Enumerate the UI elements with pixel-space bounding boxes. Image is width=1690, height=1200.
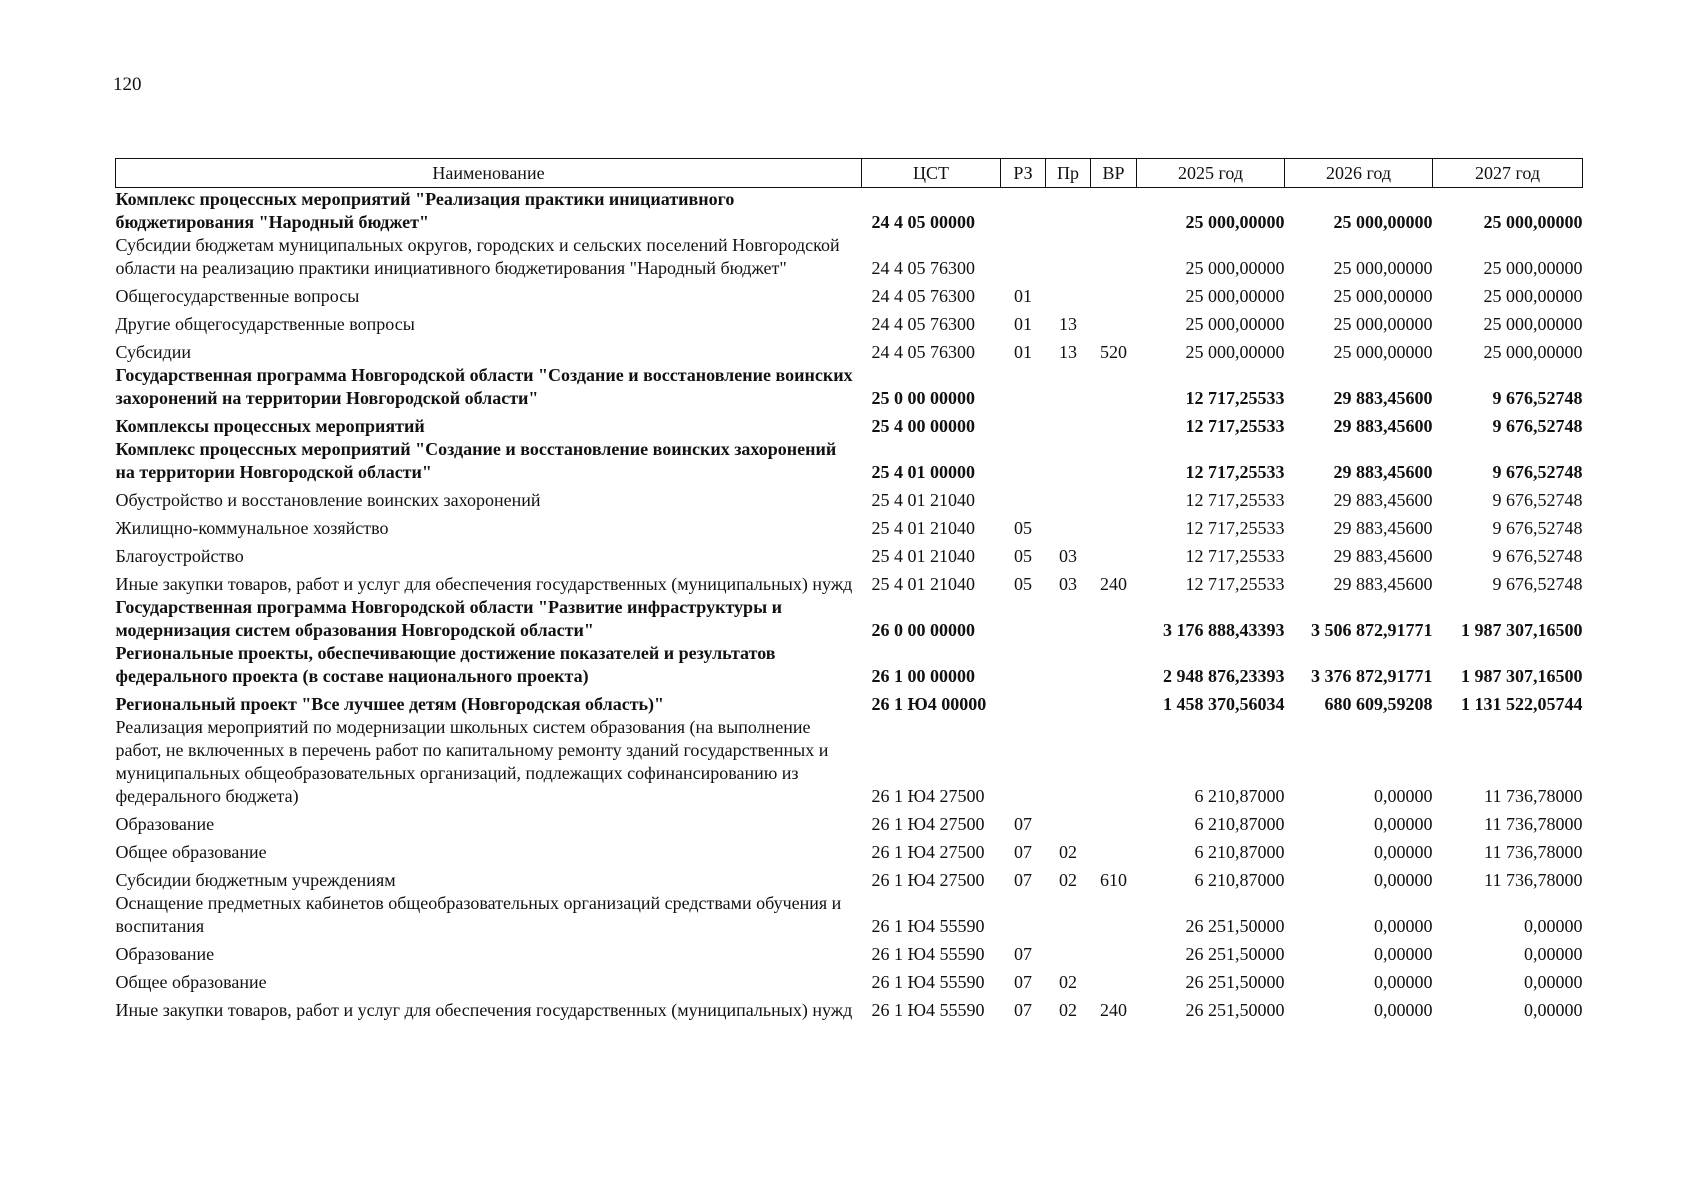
row-cst-cell: 26 0 00 00000 bbox=[871, 620, 975, 640]
row-pr-cell bbox=[1046, 716, 1091, 808]
row-2025-cell: 26 251,50000 bbox=[1185, 972, 1285, 992]
row-name-cell: Оснащение предметных кабинетов общеобразовательных организаций средствами обучения и воспитания bbox=[115, 893, 842, 936]
row-2027-cell: 0,00000 bbox=[1524, 916, 1583, 936]
row-rz-cell: 07 bbox=[1014, 870, 1032, 890]
row-2025-cell: 3 176 888,43393 bbox=[1163, 620, 1285, 640]
row-2026-cell: 29 883,45600 bbox=[1333, 490, 1433, 510]
row-pr-cell: 13 bbox=[1059, 314, 1077, 334]
row-2026-cell: 0,00000 bbox=[1374, 870, 1433, 890]
row-pr-cell: 02 bbox=[1059, 842, 1077, 862]
row-2027-cell: 25 000,00000 bbox=[1483, 286, 1583, 306]
row-vr-cell: 240 bbox=[1100, 1000, 1127, 1020]
row-vr-cell bbox=[1091, 596, 1137, 642]
header-2027: 2027 год bbox=[1433, 159, 1583, 188]
row-pr-cell bbox=[1046, 596, 1091, 642]
row-2027-cell: 9 676,52748 bbox=[1492, 518, 1583, 538]
row-2025-cell: 25 000,00000 bbox=[1185, 286, 1285, 306]
row-vr-cell bbox=[1091, 938, 1137, 966]
row-rz-cell bbox=[1001, 688, 1046, 716]
row-2026-cell: 0,00000 bbox=[1374, 1000, 1433, 1020]
row-cst-cell: 25 4 00 00000 bbox=[871, 416, 975, 436]
row-2026-cell: 25 000,00000 bbox=[1333, 258, 1433, 278]
row-2025-cell: 6 210,87000 bbox=[1194, 842, 1285, 862]
table-row bbox=[116, 966, 1583, 994]
row-2027-cell: 0,00000 bbox=[1524, 944, 1583, 964]
row-rz-cell: 07 bbox=[1014, 972, 1032, 992]
row-pr-cell: 13 bbox=[1059, 342, 1077, 362]
row-name-cell: Обустройство и восстановление воинских захоронений bbox=[115, 490, 541, 510]
row-pr-cell bbox=[1046, 512, 1091, 540]
row-2025-cell: 12 717,25533 bbox=[1185, 462, 1285, 482]
row-name-cell: Благоустройство bbox=[115, 546, 244, 566]
row-vr-cell bbox=[1091, 642, 1137, 688]
row-cst-cell: 26 1 00 00000 bbox=[871, 666, 975, 686]
row-2026-cell: 680 609,59208 bbox=[1324, 694, 1433, 714]
row-rz-cell bbox=[1001, 364, 1046, 410]
row-2025-cell: 2 948 876,23393 bbox=[1163, 666, 1285, 686]
row-name-cell: Субсидии bbox=[115, 342, 192, 362]
row-2027-cell: 9 676,52748 bbox=[1492, 462, 1583, 482]
row-rz-cell bbox=[1001, 438, 1046, 484]
row-rz-cell: 01 bbox=[1014, 314, 1032, 334]
table-row bbox=[116, 410, 1583, 438]
header-2025: 2025 год bbox=[1137, 159, 1285, 188]
row-2027-cell: 11 736,78000 bbox=[1484, 870, 1583, 890]
header-2026: 2026 год bbox=[1285, 159, 1433, 188]
row-pr-cell: 03 bbox=[1059, 546, 1077, 566]
row-rz-cell bbox=[1001, 484, 1046, 512]
table-row bbox=[116, 808, 1583, 836]
row-pr-cell bbox=[1046, 188, 1091, 235]
table-row bbox=[116, 568, 1583, 596]
row-2026-cell: 25 000,00000 bbox=[1333, 212, 1433, 232]
row-vr-cell: 610 bbox=[1100, 870, 1127, 890]
row-2027-cell: 1 987 307,16500 bbox=[1461, 666, 1583, 686]
row-vr-cell bbox=[1091, 438, 1137, 484]
row-2026-cell: 0,00000 bbox=[1374, 786, 1433, 806]
row-rz-cell bbox=[1001, 596, 1046, 642]
row-pr-cell: 02 bbox=[1059, 972, 1077, 992]
row-2027-cell: 9 676,52748 bbox=[1492, 546, 1583, 566]
header-rz: РЗ bbox=[1001, 159, 1046, 188]
row-vr-cell bbox=[1091, 512, 1137, 540]
row-2027-cell: 9 676,52748 bbox=[1492, 416, 1583, 436]
row-name-cell: Общее образование bbox=[115, 972, 267, 992]
row-vr-cell bbox=[1091, 484, 1137, 512]
row-2026-cell: 29 883,45600 bbox=[1333, 388, 1433, 408]
row-2025-cell: 6 210,87000 bbox=[1194, 814, 1285, 834]
table-row bbox=[116, 308, 1583, 336]
row-2025-cell: 6 210,87000 bbox=[1194, 870, 1285, 890]
row-pr-cell: 02 bbox=[1059, 870, 1077, 890]
row-vr-cell bbox=[1091, 308, 1137, 336]
row-cst-cell: 24 4 05 76300 bbox=[871, 314, 975, 334]
row-cst-cell: 26 1 Ю4 27500 bbox=[871, 842, 985, 862]
row-rz-cell bbox=[1001, 234, 1046, 280]
row-2026-cell: 0,00000 bbox=[1374, 944, 1433, 964]
row-rz-cell bbox=[1001, 188, 1046, 235]
row-cst-cell: 24 4 05 76300 bbox=[871, 258, 975, 278]
table-row bbox=[116, 836, 1583, 864]
table-row bbox=[116, 364, 1583, 410]
table-row bbox=[116, 188, 1583, 235]
row-pr-cell bbox=[1046, 642, 1091, 688]
row-cst-cell: 26 1 Ю4 55590 bbox=[871, 972, 985, 992]
row-2026-cell: 25 000,00000 bbox=[1333, 286, 1433, 306]
row-name-cell: Иные закупки товаров, работ и услуг для обеспечения государственных (муниципальных) нужд bbox=[115, 574, 853, 594]
table-row bbox=[116, 484, 1583, 512]
row-cst-cell: 26 1 Ю4 27500 bbox=[871, 870, 985, 890]
row-2026-cell: 3 376 872,91771 bbox=[1311, 666, 1433, 686]
header-name: Наименование bbox=[116, 159, 862, 188]
header-vr: ВР bbox=[1091, 159, 1137, 188]
row-vr-cell bbox=[1091, 540, 1137, 568]
row-rz-cell: 01 bbox=[1014, 286, 1032, 306]
table-row bbox=[116, 892, 1583, 938]
row-2027-cell: 25 000,00000 bbox=[1483, 212, 1583, 232]
row-pr-cell bbox=[1046, 808, 1091, 836]
row-cst-cell: 25 4 01 21040 bbox=[871, 546, 975, 566]
row-rz-cell bbox=[1001, 716, 1046, 808]
row-vr-cell bbox=[1091, 836, 1137, 864]
row-name-cell: Субсидии бюджетам муниципальных округов, городских и сельских поселений Новгородской области на реализацию практики инициативного бюджетирования "Народный бюджет" bbox=[115, 235, 840, 278]
row-pr-cell bbox=[1046, 410, 1091, 438]
row-2026-cell: 29 883,45600 bbox=[1333, 462, 1433, 482]
page-number: 120 bbox=[113, 74, 142, 95]
table-row bbox=[116, 596, 1583, 642]
row-name-cell: Общее образование bbox=[115, 842, 267, 862]
row-name-cell: Комплекс процессных мероприятий "Реализация практики инициативного бюджетирования "Народный бюджет" bbox=[115, 189, 735, 232]
row-2026-cell: 29 883,45600 bbox=[1333, 546, 1433, 566]
row-cst-cell: 26 1 Ю4 55590 bbox=[871, 916, 985, 936]
row-2025-cell: 26 251,50000 bbox=[1185, 1000, 1285, 1020]
row-rz-cell bbox=[1001, 642, 1046, 688]
row-cst-cell: 25 4 01 00000 bbox=[871, 462, 975, 482]
row-vr-cell: 520 bbox=[1100, 342, 1127, 362]
row-cst-cell: 26 1 Ю4 00000 bbox=[871, 694, 987, 714]
row-pr-cell bbox=[1046, 938, 1091, 966]
row-2025-cell: 12 717,25533 bbox=[1185, 490, 1285, 510]
row-cst-cell: 25 4 01 21040 bbox=[871, 518, 975, 538]
row-name-cell: Государственная программа Новгородской области "Создание и восстановление воинских захоронений на территории Новгородской области" bbox=[115, 365, 853, 408]
row-cst-cell: 26 1 Ю4 27500 bbox=[871, 814, 985, 834]
row-2025-cell: 26 251,50000 bbox=[1185, 944, 1285, 964]
row-rz-cell: 05 bbox=[1014, 546, 1032, 566]
row-2026-cell: 29 883,45600 bbox=[1333, 518, 1433, 538]
row-vr-cell: 240 bbox=[1100, 574, 1127, 594]
row-vr-cell bbox=[1091, 364, 1137, 410]
row-2025-cell: 12 717,25533 bbox=[1185, 416, 1285, 436]
row-2025-cell: 25 000,00000 bbox=[1185, 258, 1285, 278]
row-cst-cell: 26 1 Ю4 55590 bbox=[871, 1000, 985, 1020]
row-2026-cell: 0,00000 bbox=[1374, 972, 1433, 992]
row-pr-cell bbox=[1046, 280, 1091, 308]
row-rz-cell: 07 bbox=[1014, 1000, 1032, 1020]
row-cst-cell: 26 1 Ю4 27500 bbox=[871, 786, 985, 806]
row-name-cell: Образование bbox=[115, 814, 215, 834]
row-2026-cell: 29 883,45600 bbox=[1333, 416, 1433, 436]
row-name-cell: Иные закупки товаров, работ и услуг для обеспечения государственных (муниципальных) нужд bbox=[115, 1000, 853, 1020]
row-cst-cell: 25 4 01 21040 bbox=[871, 574, 975, 594]
row-name-cell: Региональные проекты, обеспечивающие достижение показателей и результатов федерального проекта (в составе национального проекта) bbox=[115, 643, 776, 686]
row-2025-cell: 6 210,87000 bbox=[1194, 786, 1285, 806]
table-row bbox=[116, 336, 1583, 364]
row-2027-cell: 0,00000 bbox=[1524, 1000, 1583, 1020]
row-vr-cell bbox=[1091, 716, 1137, 808]
row-vr-cell bbox=[1091, 966, 1137, 994]
table-row bbox=[116, 994, 1583, 1022]
row-name-cell: Региональный проект "Все лучшее детям (Новгородская область)" bbox=[115, 694, 665, 714]
row-2025-cell: 25 000,00000 bbox=[1185, 212, 1285, 232]
row-vr-cell bbox=[1091, 410, 1137, 438]
row-pr-cell bbox=[1046, 234, 1091, 280]
row-2026-cell: 0,00000 bbox=[1374, 842, 1433, 862]
row-vr-cell bbox=[1091, 188, 1137, 235]
row-name-cell: Другие общегосударственные вопросы bbox=[115, 314, 415, 334]
row-name-cell: Комплексы процессных мероприятий bbox=[115, 416, 425, 436]
row-2027-cell: 1 987 307,16500 bbox=[1461, 620, 1583, 640]
row-vr-cell bbox=[1091, 688, 1137, 716]
table-row bbox=[116, 642, 1583, 688]
row-2027-cell: 9 676,52748 bbox=[1492, 574, 1583, 594]
row-2027-cell: 9 676,52748 bbox=[1492, 388, 1583, 408]
row-pr-cell bbox=[1046, 484, 1091, 512]
row-name-cell: Реализация мероприятий по модернизации школьных систем образования (на выполнение работ, не включенных в перечень работ по капитальному ремонту зданий государственных и муниципальных общеобразовательных организаций, подлежащих софинансированию из федерального бюджета) bbox=[115, 717, 829, 806]
table-row bbox=[116, 234, 1583, 280]
row-2025-cell: 1 458 370,56034 bbox=[1163, 694, 1285, 714]
row-2027-cell: 11 736,78000 bbox=[1484, 786, 1583, 806]
table-row bbox=[116, 512, 1583, 540]
row-name-cell: Образование bbox=[115, 944, 215, 964]
budget-table bbox=[115, 158, 1583, 1022]
row-2027-cell: 0,00000 bbox=[1524, 972, 1583, 992]
row-name-cell: Государственная программа Новгородской области "Развитие инфраструктуры и модернизация систем образования Новгородской области" bbox=[115, 597, 782, 640]
row-rz-cell: 07 bbox=[1014, 814, 1032, 834]
table-row bbox=[116, 864, 1583, 892]
table-header-row bbox=[116, 159, 1583, 188]
row-2026-cell: 29 883,45600 bbox=[1333, 574, 1433, 594]
row-pr-cell: 02 bbox=[1059, 1000, 1077, 1020]
row-2026-cell: 0,00000 bbox=[1374, 814, 1433, 834]
header-cst: ЦСТ bbox=[862, 159, 1001, 188]
row-2025-cell: 25 000,00000 bbox=[1185, 314, 1285, 334]
row-pr-cell bbox=[1046, 364, 1091, 410]
row-rz-cell: 07 bbox=[1014, 944, 1032, 964]
row-2025-cell: 12 717,25533 bbox=[1185, 388, 1285, 408]
row-2027-cell: 25 000,00000 bbox=[1483, 314, 1583, 334]
row-vr-cell bbox=[1091, 808, 1137, 836]
row-name-cell: Комплекс процессных мероприятий "Создание и восстановление воинских захоронений на территории Новгородской области" bbox=[115, 439, 837, 482]
row-pr-cell bbox=[1046, 688, 1091, 716]
table-row bbox=[116, 540, 1583, 568]
row-pr-cell: 03 bbox=[1059, 574, 1077, 594]
row-2026-cell: 25 000,00000 bbox=[1333, 342, 1433, 362]
row-pr-cell bbox=[1046, 892, 1091, 938]
row-rz-cell: 05 bbox=[1014, 574, 1032, 594]
row-2026-cell: 3 506 872,91771 bbox=[1311, 620, 1433, 640]
row-cst-cell: 26 1 Ю4 55590 bbox=[871, 944, 985, 964]
row-rz-cell: 07 bbox=[1014, 842, 1032, 862]
table-row bbox=[116, 438, 1583, 484]
row-vr-cell bbox=[1091, 234, 1137, 280]
header-pr: Пр bbox=[1046, 159, 1091, 188]
table-row bbox=[116, 938, 1583, 966]
row-2027-cell: 9 676,52748 bbox=[1492, 490, 1583, 510]
row-name-cell: Субсидии бюджетным учреждениям bbox=[115, 870, 396, 890]
row-2027-cell: 11 736,78000 bbox=[1484, 842, 1583, 862]
row-2026-cell: 25 000,00000 bbox=[1333, 314, 1433, 334]
row-rz-cell bbox=[1001, 892, 1046, 938]
row-cst-cell: 24 4 05 00000 bbox=[871, 212, 975, 232]
row-cst-cell: 25 0 00 00000 bbox=[871, 388, 975, 408]
table-row bbox=[116, 280, 1583, 308]
row-2025-cell: 26 251,50000 bbox=[1185, 916, 1285, 936]
row-2025-cell: 12 717,25533 bbox=[1185, 574, 1285, 594]
row-name-cell: Общегосударственные вопросы bbox=[115, 286, 360, 306]
row-2027-cell: 25 000,00000 bbox=[1483, 258, 1583, 278]
table-body bbox=[116, 188, 1583, 1023]
row-pr-cell bbox=[1046, 438, 1091, 484]
row-name-cell: Жилищно-коммунальное хозяйство bbox=[115, 518, 389, 538]
row-2027-cell: 25 000,00000 bbox=[1483, 342, 1583, 362]
row-rz-cell: 05 bbox=[1014, 518, 1032, 538]
row-vr-cell bbox=[1091, 892, 1137, 938]
row-2027-cell: 11 736,78000 bbox=[1484, 814, 1583, 834]
row-vr-cell bbox=[1091, 280, 1137, 308]
row-2025-cell: 25 000,00000 bbox=[1185, 342, 1285, 362]
table-row bbox=[116, 688, 1583, 716]
row-2026-cell: 0,00000 bbox=[1374, 916, 1433, 936]
row-cst-cell: 25 4 01 21040 bbox=[871, 490, 975, 510]
row-cst-cell: 24 4 05 76300 bbox=[871, 286, 975, 306]
table-row bbox=[116, 716, 1583, 808]
row-2027-cell: 1 131 522,05744 bbox=[1461, 694, 1583, 714]
row-rz-cell: 01 bbox=[1014, 342, 1032, 362]
row-2025-cell: 12 717,25533 bbox=[1185, 546, 1285, 566]
row-rz-cell bbox=[1001, 410, 1046, 438]
row-2025-cell: 12 717,25533 bbox=[1185, 518, 1285, 538]
row-cst-cell: 24 4 05 76300 bbox=[871, 342, 975, 362]
